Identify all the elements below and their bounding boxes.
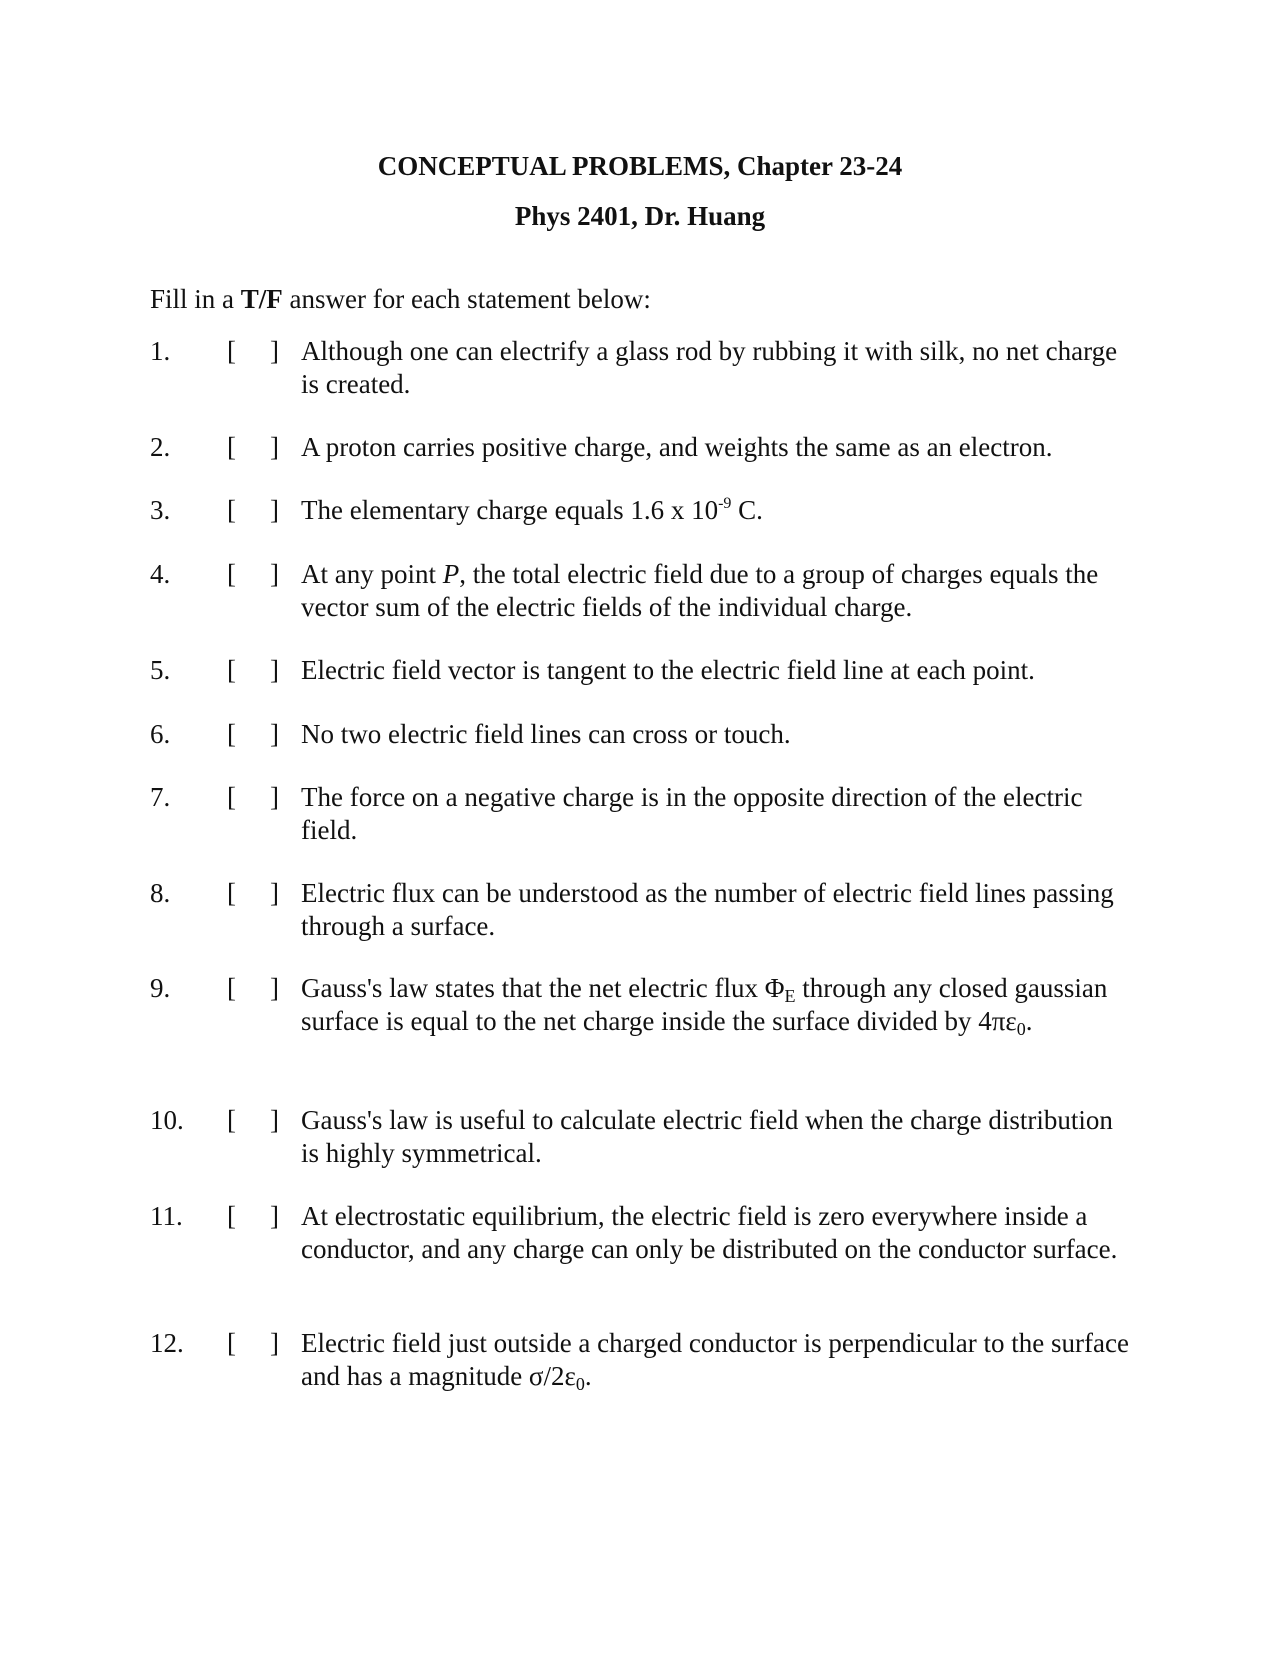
question-text <box>301 558 1130 624</box>
question-number: 6. <box>150 719 171 749</box>
question-number: 11. <box>150 1201 183 1231</box>
bracket-open: [ <box>227 719 236 749</box>
bracket-open: [ <box>227 495 236 525</box>
question-text <box>301 494 1130 527</box>
subscript: E <box>784 986 796 1006</box>
bracket-open: [ <box>227 973 236 1003</box>
answer-box[interactable] <box>227 1104 279 1137</box>
question-text: Although one can electrify a glass rod by rubbing it with silk, no net charge is created. <box>301 336 1118 399</box>
answer-box[interactable] <box>227 335 279 368</box>
question-item <box>150 654 1130 687</box>
bracket-open: [ <box>227 1105 236 1135</box>
bracket-close: ] <box>270 655 279 685</box>
bracket-close: ] <box>270 878 279 908</box>
question-item <box>150 781 1130 847</box>
bracket-close: ] <box>270 495 279 525</box>
question-text: Gauss's law is useful to calculate electric field when the charge distribution is highly symmetrical. <box>301 1105 1113 1168</box>
question-number: 7. <box>150 782 171 812</box>
answer-box[interactable] <box>227 654 279 687</box>
text-part: The elementary charge equals 1.6 x 10 <box>301 495 719 525</box>
text-part: . <box>584 1361 592 1391</box>
question-text <box>301 972 1130 1038</box>
page-subtitle: Phys 2401, Dr. Huang <box>514 201 766 231</box>
bracket-open: [ <box>227 1328 236 1358</box>
question-number: 8. <box>150 878 171 908</box>
bracket-open: [ <box>227 336 236 366</box>
text-part: At any point <box>301 559 443 589</box>
bracket-open: [ <box>227 655 236 685</box>
question-item <box>150 494 1130 527</box>
page-title: CONCEPTUAL PROBLEMS, Chapter 23-24 <box>377 151 903 181</box>
bracket-close: ] <box>270 719 279 749</box>
question-number: 2. <box>150 432 171 462</box>
subscript: 0 <box>1016 1019 1026 1039</box>
question-item <box>150 335 1130 401</box>
bracket-close: ] <box>270 973 279 1003</box>
answer-box[interactable] <box>227 1200 279 1233</box>
bracket-close: ] <box>270 1201 279 1231</box>
bracket-open: [ <box>227 432 236 462</box>
question-item <box>150 718 1130 751</box>
text-part: through any closed gaussian surface is equal to the net charge inside the surface divided by 4πε <box>301 973 1108 1036</box>
italic-symbol: P <box>442 559 460 589</box>
question-item <box>150 877 1130 943</box>
bracket-open: [ <box>227 559 236 589</box>
bracket-close: ] <box>270 432 279 462</box>
question-item <box>150 431 1130 464</box>
question-item <box>150 1200 1130 1266</box>
question-number: 5. <box>150 655 171 685</box>
question-number: 12. <box>150 1328 184 1358</box>
bracket-open: [ <box>227 878 236 908</box>
question-item <box>150 1327 1130 1393</box>
answer-box[interactable] <box>227 558 279 591</box>
answer-box[interactable] <box>227 781 279 814</box>
answer-box[interactable] <box>227 1327 279 1360</box>
question-text <box>301 1327 1130 1393</box>
bracket-open: [ <box>227 782 236 812</box>
question-number: 3. <box>150 495 171 525</box>
subscript: 0 <box>575 1374 585 1394</box>
question-text: The force on a negative charge is in the opposite direction of the electric field. <box>301 782 1083 845</box>
answer-box[interactable] <box>227 494 279 527</box>
text-part: , the total electric field due to a group of charges equals the vector sum of the electric fields of the individual charge. <box>301 559 1099 622</box>
text-part: C. <box>731 495 763 525</box>
instructions <box>150 283 651 315</box>
answer-box[interactable] <box>227 431 279 464</box>
question-text: Electric field vector is tangent to the electric field line at each point. <box>301 655 1035 685</box>
instruction-bold: T/F <box>240 284 283 314</box>
question-number: 9. <box>150 973 171 1003</box>
question-item <box>150 972 1130 1038</box>
instruction-suffix: answer for each statement below: <box>282 284 651 314</box>
answer-box[interactable] <box>227 972 279 1005</box>
question-number: 1. <box>150 336 171 366</box>
question-item <box>150 558 1130 624</box>
question-text: At electrostatic equilibrium, the electric field is zero everywhere inside a conductor, and any charge can only be distributed on the conductor surface. <box>301 1201 1118 1264</box>
bracket-open: [ <box>227 1201 236 1231</box>
answer-box[interactable] <box>227 877 279 910</box>
bracket-close: ] <box>270 336 279 366</box>
question-number: 10. <box>150 1105 184 1135</box>
question-number: 4. <box>150 559 171 589</box>
answer-box[interactable] <box>227 718 279 751</box>
bracket-close: ] <box>270 559 279 589</box>
text-part: . <box>1025 1006 1033 1036</box>
text-part: Electric field just outside a charged conductor is perpendicular to the surface and has a magnitude σ/2ε <box>301 1328 1129 1391</box>
question-item <box>150 1104 1130 1170</box>
bracket-close: ] <box>270 782 279 812</box>
question-text: A proton carries positive charge, and weights the same as an electron. <box>301 432 1053 462</box>
question-text: Electric flux can be understood as the number of electric field lines passing through a surface. <box>301 878 1114 941</box>
bracket-close: ] <box>270 1328 279 1358</box>
question-text: No two electric field lines can cross or touch. <box>301 719 791 749</box>
text-part: Gauss's law states that the net electric flux Φ <box>301 973 785 1003</box>
instruction-prefix: Fill in a <box>150 284 241 314</box>
bracket-close: ] <box>270 1105 279 1135</box>
exponent: -9 <box>718 495 732 512</box>
